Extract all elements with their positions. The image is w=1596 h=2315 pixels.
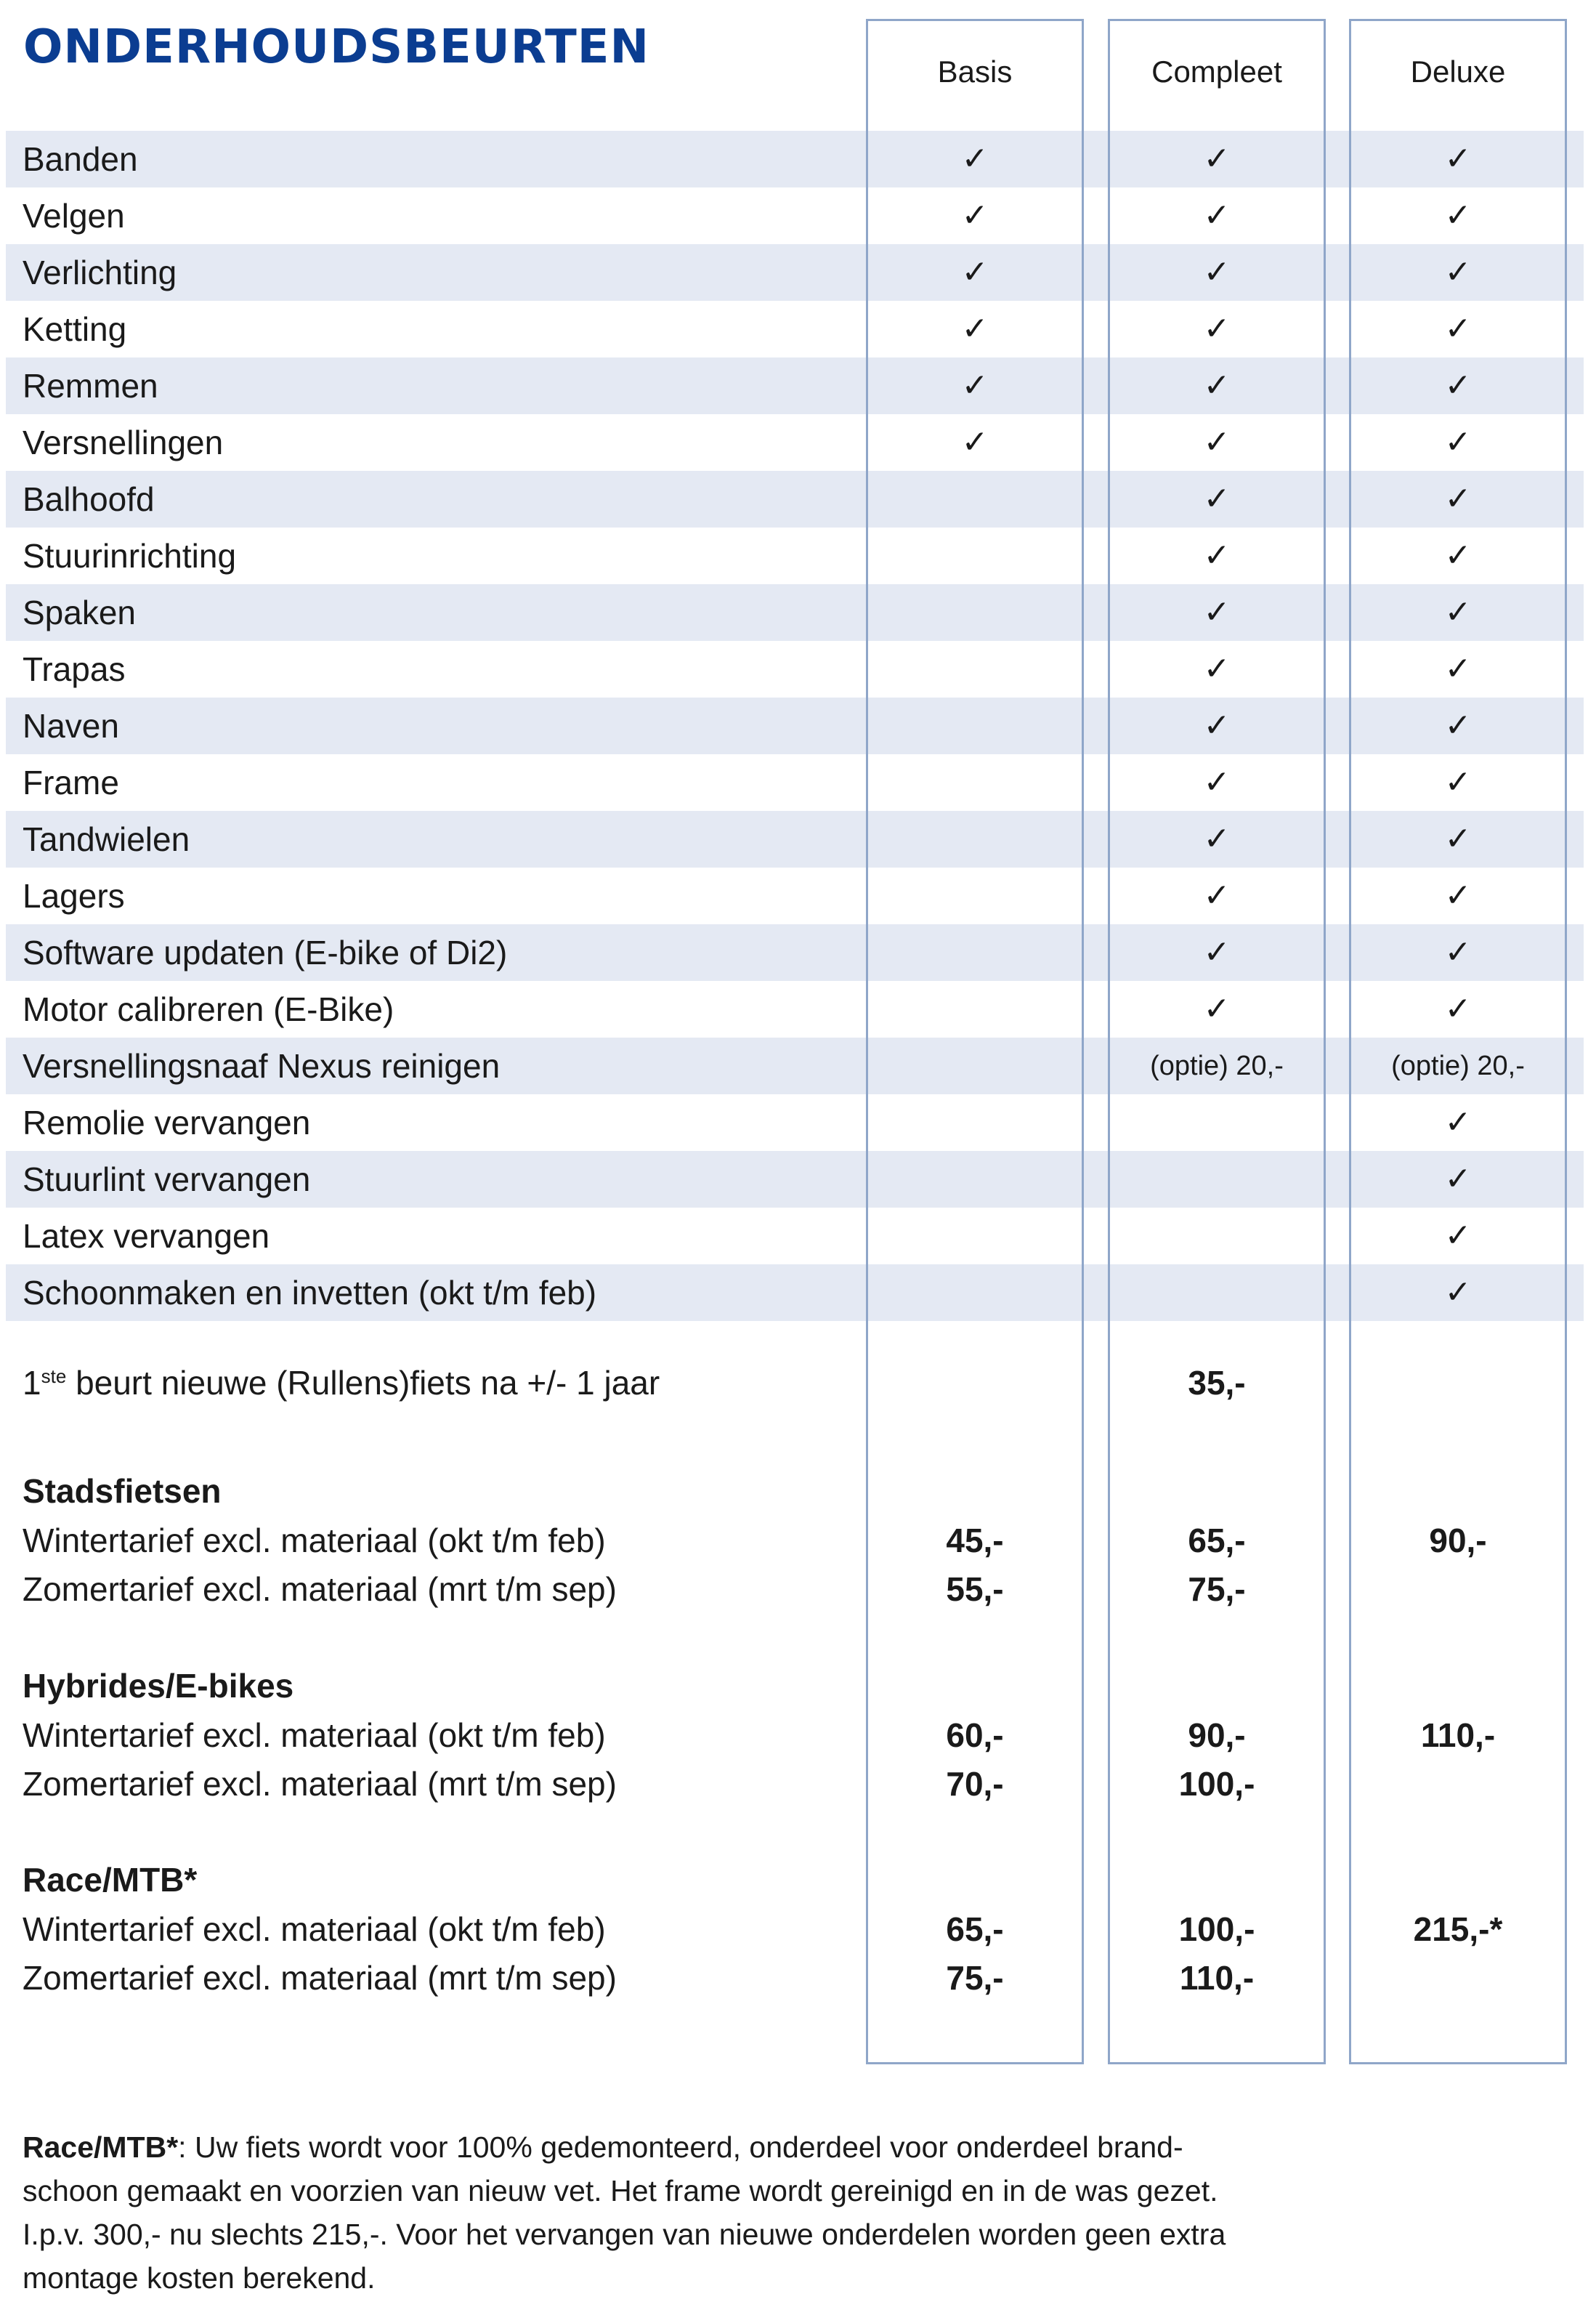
table-row	[6, 981, 1584, 1038]
check-icon: ✓	[1444, 651, 1472, 687]
winter-price-deluxe: 110,-	[1420, 1716, 1496, 1754]
winter-price-deluxe: 90,-	[1429, 1522, 1487, 1559]
row-label: Tandwielen	[23, 820, 190, 858]
row-label: Remmen	[23, 367, 158, 405]
summer-price-compleet: 100,-	[1178, 1765, 1255, 1803]
check-icon: ✓	[1203, 821, 1231, 857]
check-icon: ✓	[1444, 1161, 1472, 1197]
table-row	[6, 1038, 1584, 1094]
pricing-group-heading: Stadsfietsen	[23, 1472, 222, 1510]
summer-price-basis: 75,-	[946, 1959, 1004, 1997]
table-row	[6, 244, 1584, 301]
table-row	[6, 187, 1584, 244]
table-row	[6, 414, 1584, 471]
summer-rate-label: Zomertarief excl. materiaal (mrt t/m sep)	[23, 1959, 617, 1997]
check-icon: ✓	[1444, 764, 1472, 800]
summer-price-basis: 70,-	[946, 1765, 1004, 1803]
check-icon: ✓	[961, 368, 989, 403]
footnote-line: I.p.v. 300,- nu slechts 215,-. Voor het vervangen van nieuwe onderdelen worden geen extra	[23, 2218, 1226, 2251]
check-icon: ✓	[961, 254, 989, 290]
row-label: Latex vervangen	[23, 1217, 270, 1255]
row-label: Versnellingen	[23, 424, 224, 461]
check-icon: ✓	[1444, 368, 1472, 403]
check-icon: ✓	[1203, 991, 1231, 1027]
winter-price-compleet: 90,-	[1188, 1716, 1246, 1754]
footnote-line: montage kosten berekend.	[23, 2261, 376, 2295]
pricing-group-heading: Race/MTB*	[23, 1861, 198, 1899]
row-label: Lagers	[23, 877, 125, 915]
check-icon: ✓	[1444, 311, 1472, 347]
row-label: Software updaten (E-bike of Di2)	[23, 934, 508, 971]
check-icon: ✓	[1444, 254, 1472, 290]
check-icon: ✓	[961, 141, 989, 177]
table-row	[6, 924, 1584, 981]
check-icon: ✓	[1444, 198, 1472, 233]
winter-price-deluxe: 215,-*	[1413, 1910, 1503, 1948]
table-row	[6, 131, 1584, 187]
check-icon: ✓	[1203, 141, 1231, 177]
check-icon: ✓	[1444, 1218, 1472, 1253]
footnote	[23, 2125, 1316, 2300]
check-icon: ✓	[1444, 1104, 1472, 1140]
row-label: Schoonmaken en invetten (okt t/m feb)	[23, 1274, 597, 1312]
summer-price-compleet: 75,-	[1188, 1570, 1246, 1608]
summer-rate-label: Zomertarief excl. materiaal (mrt t/m sep)	[23, 1765, 617, 1803]
winter-price-compleet: 100,-	[1178, 1910, 1255, 1948]
check-icon: ✓	[1203, 481, 1231, 517]
table-row	[6, 1264, 1584, 1321]
table-row	[6, 811, 1584, 868]
footnote-line: Race/MTB*: Uw fiets wordt voor 100% gedemonteerd, onderdeel voor onderdeel brand-	[23, 2130, 1183, 2164]
check-icon: ✓	[1444, 481, 1472, 517]
check-icon: ✓	[1203, 594, 1231, 630]
check-icon: ✓	[1444, 991, 1472, 1027]
column-header-compleet: Compleet	[1151, 54, 1282, 89]
summer-price-compleet: 110,-	[1179, 1959, 1255, 1997]
table-row	[6, 584, 1584, 641]
check-icon: ✓	[1203, 424, 1231, 460]
winter-price-basis: 60,-	[946, 1716, 1004, 1754]
table-row	[6, 471, 1584, 528]
table-row	[6, 1094, 1584, 1151]
column-header-deluxe: Deluxe	[1410, 54, 1506, 89]
row-label: Remolie vervangen	[23, 1104, 311, 1142]
first-service-label: 1ste beurt nieuwe (Rullens)fiets na +/- 1 jaar	[23, 1364, 660, 1402]
check-icon: ✓	[1203, 934, 1231, 970]
row-label: Naven	[23, 707, 119, 745]
check-icon: ✓	[961, 424, 989, 460]
check-icon: ✓	[1444, 934, 1472, 970]
row-label: Spaken	[23, 594, 137, 631]
winter-rate-label: Wintertarief excl. materiaal (okt t/m feb)	[23, 1910, 606, 1948]
winter-price-basis: 65,-	[946, 1910, 1004, 1948]
row-label: Stuurinrichting	[23, 537, 237, 575]
footnote-line: schoon gemaakt en voorzien van nieuw vet. Het frame wordt gereinigd en in de was gezet.	[23, 2174, 1218, 2207]
table-row	[6, 868, 1584, 924]
check-icon: ✓	[1203, 538, 1231, 573]
table-row	[6, 301, 1584, 357]
check-icon: ✓	[1203, 254, 1231, 290]
table-cell-compleet: (optie) 20,-	[1150, 1051, 1284, 1081]
check-icon: ✓	[1203, 708, 1231, 743]
summer-rate-label: Zomertarief excl. materiaal (mrt t/m sep)	[23, 1570, 617, 1608]
check-icon: ✓	[1203, 311, 1231, 347]
summer-price-basis: 55,-	[946, 1570, 1004, 1608]
check-icon: ✓	[1444, 538, 1472, 573]
check-icon: ✓	[1444, 878, 1472, 913]
check-icon: ✓	[961, 198, 989, 233]
row-label: Banden	[23, 140, 138, 178]
check-icon: ✓	[1203, 651, 1231, 687]
row-label: Trapas	[23, 650, 126, 688]
column-deluxe-frame	[1349, 19, 1567, 2064]
row-label: Balhoofd	[23, 480, 155, 518]
table-row	[6, 528, 1584, 584]
row-label: Ketting	[23, 310, 127, 348]
check-icon: ✓	[1444, 424, 1472, 460]
winter-price-compleet: 65,-	[1188, 1522, 1246, 1559]
row-label: Motor calibreren (E-Bike)	[23, 990, 394, 1028]
winter-rate-label: Wintertarief excl. materiaal (okt t/m feb)	[23, 1522, 606, 1559]
check-icon: ✓	[1203, 198, 1231, 233]
table-cell-deluxe: (optie) 20,-	[1391, 1051, 1525, 1081]
check-icon: ✓	[961, 311, 989, 347]
row-label: Versnellingsnaaf Nexus reinigen	[23, 1047, 501, 1085]
check-icon: ✓	[1444, 708, 1472, 743]
row-label: Velgen	[23, 197, 125, 235]
row-label: Verlichting	[23, 254, 177, 291]
winter-rate-label: Wintertarief excl. materiaal (okt t/m feb)	[23, 1716, 606, 1754]
check-icon: ✓	[1203, 368, 1231, 403]
table-row	[6, 641, 1584, 698]
table-row	[6, 1208, 1584, 1264]
check-icon: ✓	[1203, 878, 1231, 913]
check-icon: ✓	[1444, 821, 1472, 857]
check-icon: ✓	[1444, 141, 1472, 177]
winter-price-basis: 45,-	[946, 1522, 1004, 1559]
table-row	[6, 357, 1584, 414]
row-label: Stuurlint vervangen	[23, 1160, 311, 1198]
column-compleet-frame	[1108, 19, 1326, 2064]
first-service-price-compleet: 35,-	[1188, 1364, 1246, 1402]
check-icon: ✓	[1444, 594, 1472, 630]
column-basis-frame	[866, 19, 1084, 2064]
pricing-group-heading: Hybrides/E-bikes	[23, 1667, 294, 1705]
check-icon: ✓	[1444, 1274, 1472, 1310]
table-row	[6, 754, 1584, 811]
check-icon: ✓	[1203, 764, 1231, 800]
page-title: ONDERHOUDSBEURTEN	[23, 20, 650, 74]
table-row	[6, 698, 1584, 754]
table-row	[6, 1151, 1584, 1208]
row-label: Frame	[23, 764, 119, 801]
column-header-basis: Basis	[937, 54, 1013, 89]
